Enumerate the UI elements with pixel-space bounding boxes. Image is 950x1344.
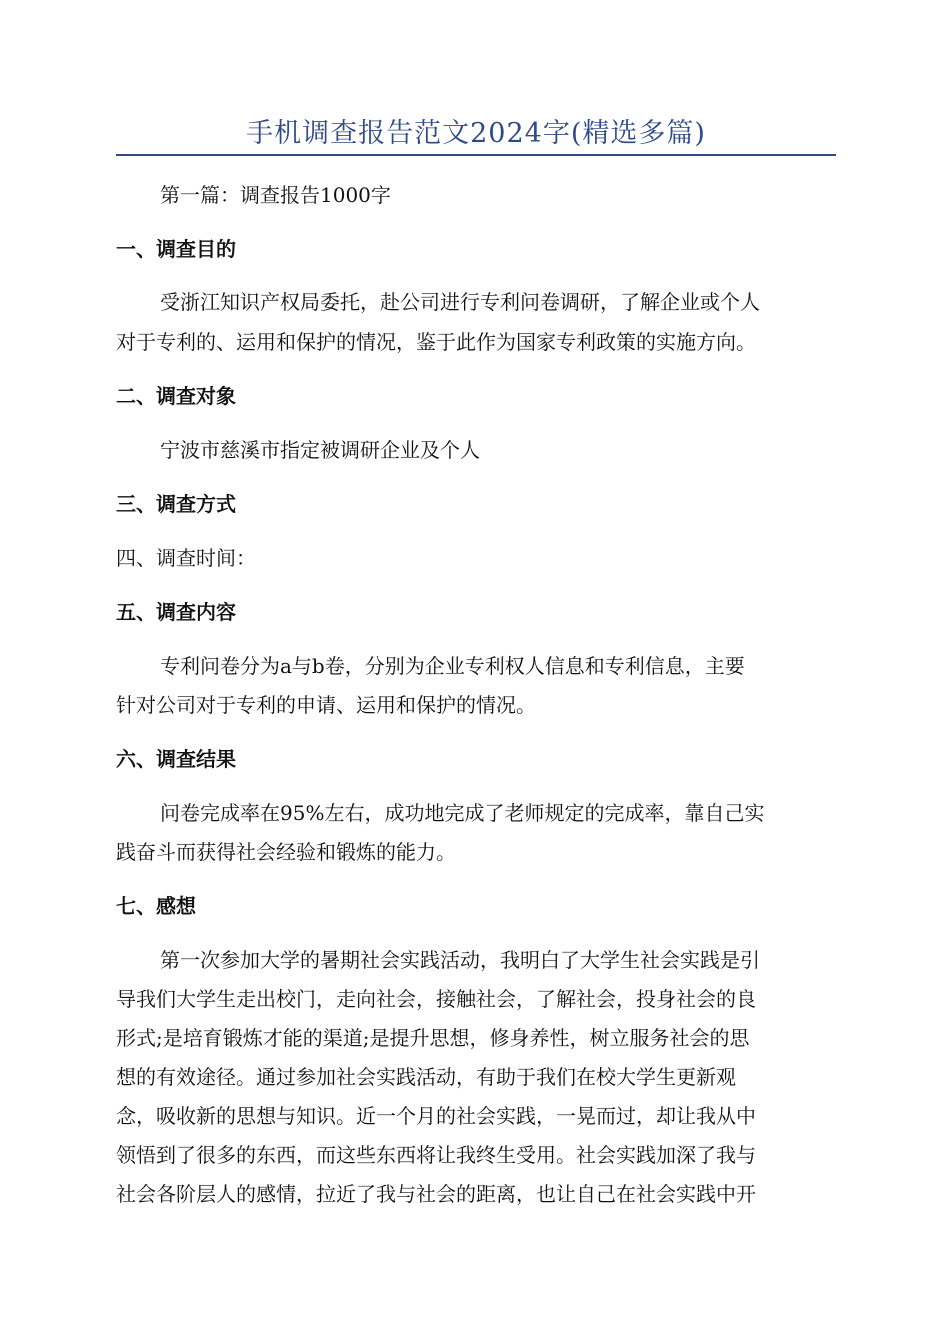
paragraph-line: 念，吸收新的思想与知识。近一个月的社会实践，一晃而过，却让我从中: [116, 1104, 756, 1128]
paragraph-line: 领悟到了很多的东西，而这些东西将让我终生受用。社会实践加深了我与: [116, 1143, 756, 1167]
paragraph-line: 专利问卷分为a与b卷，分别为企业专利权人信息和专利信息，主要: [160, 654, 745, 678]
document-title: 手机调查报告范文2024字(精选多篇): [246, 118, 706, 149]
paragraph-line: 践奋斗而获得社会经验和锻炼的能力。: [116, 840, 456, 864]
paragraph-line: 对于专利的、运用和保护的情况，鉴于此作为国家专利政策的实施方向。: [116, 330, 756, 354]
section-heading-method: 三、调查方式: [116, 492, 236, 516]
paragraph-line: 导我们大学生走出校门，走向社会，接触社会，了解社会，投身社会的良: [116, 987, 756, 1011]
title-underline: [116, 154, 836, 156]
paragraph-line: 宁波市慈溪市指定被调研企业及个人: [160, 438, 480, 462]
paragraph-line: 针对公司对于专利的申请、运用和保护的情况。: [116, 693, 536, 717]
section-heading-subject: 二、调查对象: [116, 384, 236, 408]
paragraph-line: 社会各阶层人的感情，拉近了我与社会的距离，也让自己在社会实践中开: [116, 1182, 756, 1206]
paragraph-line: 形式;是培育锻炼才能的渠道;是提升思想，修身养性，树立服务社会的思: [116, 1026, 750, 1050]
subtitle: 第一篇：调查报告1000字: [160, 183, 391, 207]
section-heading-time: 四、调查时间：: [116, 546, 256, 570]
section-heading-purpose: 一、调查目的: [116, 237, 236, 261]
paragraph-line: 问卷完成率在95%左右，成功地完成了老师规定的完成率，靠自己实: [160, 801, 765, 825]
section-heading-thoughts: 七、感想: [116, 894, 196, 918]
paragraph-line: 想的有效途径。通过参加社会实践活动，有助于我们在校大学生更新观: [116, 1065, 736, 1089]
paragraph-line: 受浙江知识产权局委托，赴公司进行专利问卷调研，了解企业或个人: [160, 290, 760, 314]
section-heading-result: 六、调查结果: [116, 747, 236, 771]
section-heading-content: 五、调查内容: [116, 600, 236, 624]
paragraph-line: 第一次参加大学的暑期社会实践活动，我明白了大学生社会实践是引: [160, 948, 760, 972]
